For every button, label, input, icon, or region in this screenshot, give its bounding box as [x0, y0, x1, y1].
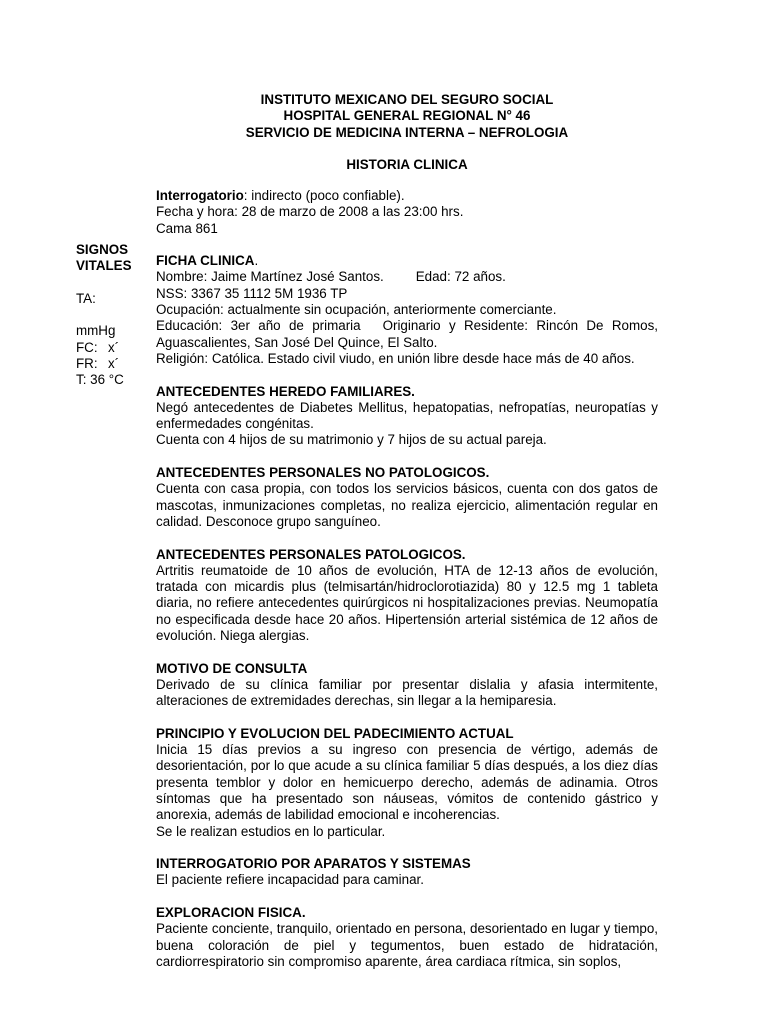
interrogatorio-label: Interrogatorio — [156, 188, 244, 203]
document-title: HISTORIA CLINICA — [346, 157, 468, 172]
fc-unit: x´ — [108, 339, 120, 355]
patient-age: Edad: 72 años. — [415, 269, 506, 285]
ahf-text-2: Cuenta con 4 hijos de su matrimonio y 7 hijos de su actual pareja. — [156, 432, 547, 448]
apnp-heading: ANTECEDENTES PERSONALES NO PATOLOGICOS. — [156, 465, 490, 481]
app-section — [156, 547, 658, 645]
ficha-heading: FICHA CLINICA — [156, 253, 255, 269]
app-heading: ANTECEDENTES PERSONALES PATOLOGICOS. — [156, 546, 466, 562]
ta-unit: mmHg — [76, 323, 116, 339]
ef-section — [156, 905, 658, 970]
ef-heading: EXPLORACION FISICA. — [156, 905, 306, 921]
patient-origin: Originario y Residente: Rincón De Romos, Aguascalientes, San José Del Quince, El Salto. — [156, 318, 658, 350]
patient-religion: Religión: Católica. Estado civil viudo, en unión libre desde hace más de 40 años. — [156, 350, 635, 366]
ipas-text: El paciente refiere incapacidad para caminar. — [156, 872, 424, 888]
apnp-section — [156, 465, 658, 530]
pepa-text-2: Se le realizan estudios en lo particular. — [156, 823, 386, 839]
pepa-heading: PRINCIPIO Y EVOLUCION DEL PADECIMIENTO ACTUAL — [156, 725, 514, 741]
fc-row — [76, 340, 148, 356]
motivo-section — [156, 661, 658, 710]
document-header — [156, 92, 658, 141]
ta-label: TA: — [76, 290, 96, 306]
pepa-section — [156, 726, 658, 840]
patient-name: Nombre: Jaime Martínez José Santos. — [156, 269, 384, 285]
fc-label: FC: — [76, 339, 98, 355]
ahf-section — [156, 384, 658, 449]
document-body — [156, 188, 658, 970]
pepa-text-1: Inicia 15 días previos a su ingreso con presencia de vértigo, además de desorientación, por lo que acude a su clínica familiar 5 días después, a los diez días presenta temblor y dolor en hemicuerpo derecho, además de adinamia. Otros síntomas que ha presentado son náuseas, vómitos de contenido gástrico y anorexia, además de labilidad emocional e incoherencias. — [156, 742, 658, 823]
ahf-text-1: Negó antecedentes de Diabetes Mellitus, hepatopatias, nefropatías, neuropatías y enfermedades congénitas. — [156, 399, 658, 432]
fr-row — [76, 356, 148, 372]
ef-text: Paciente conciente, tranquilo, orientado en persona, desorientado en lugar y tiempo, buena coloración de piel y tegumentos, buen estado de hidratación, cardiorrespiratorio sin compromiso aparente, área cardiaca rítmica, sin soplos, — [156, 921, 658, 969]
hospital-name: HOSPITAL GENERAL REGIONAL N° 46 — [283, 108, 531, 124]
interrogatorio-value: : indirecto (poco confiable). — [243, 188, 405, 203]
app-text: Artritis reumatoide de 10 años de evolución, HTA de 12-13 años de evolución, tratada con micardis plus (telmisartán/hidroclorotiazida) 80 y 12.5 mg 1 tableta diaria, no refiere antecedentes quirúrgicos ni hospitalizaciones previas. Neumopatía no especificada desde hace 20 años. Hipertensión arterial sistémica de 12 años de evolución. Niega alergias. — [156, 562, 658, 644]
temp-row: T: 36 °C — [76, 372, 124, 384]
vital-signs-title-1: SIGNOS — [76, 242, 129, 257]
fr-unit: x´ — [108, 356, 120, 372]
patient-education: Educación: 3er año de primaria — [156, 318, 361, 334]
service-name: SERVICIO DE MEDICINA INTERNA – NEFROLOGIA — [245, 124, 569, 140]
apnp-text: Cuenta con casa propia, con todos los servicios básicos, cuenta con dos gatos de mascotas, inmunizaciones completas, no realiza ejercicio, alimentación regular en calidad. Desconoce grupo sanguíneo. — [156, 481, 658, 529]
ahf-heading: ANTECEDENTES HEREDO FAMILIARES. — [156, 383, 415, 399]
patient-occupation: Ocupación: actualmente sin ocupación, anteriormente comerciante. — [156, 302, 557, 318]
fr-label: FR: — [76, 356, 98, 372]
patient-nss: NSS: 3367 35 1112 5M 1936 TP — [156, 285, 348, 301]
fecha-hora: Fecha y hora: 28 de marzo de 2008 a las 23:00 hrs. — [156, 204, 464, 220]
intro-section — [156, 188, 658, 237]
ipas-heading: INTERROGATORIO POR APARATOS Y SISTEMAS — [156, 856, 471, 872]
motivo-text: Derivado de su clínica familiar por presentar dislalia y afasia intermitente, alteraciones de extremidades derechas, sin llegar a la hemiparesia. — [156, 676, 658, 709]
cama: Cama 861 — [156, 220, 218, 236]
ficha-clinica-section — [156, 253, 658, 367]
vital-signs-sidebar — [76, 242, 148, 384]
vital-signs-title-2: VITALES — [76, 258, 132, 274]
ficha-heading-suffix: . — [254, 253, 259, 269]
ipas-section — [156, 856, 658, 889]
motivo-heading: MOTIVO DE CONSULTA — [156, 660, 308, 676]
institution-name: INSTITUTO MEXICANO DEL SEGURO SOCIAL — [260, 92, 554, 107]
